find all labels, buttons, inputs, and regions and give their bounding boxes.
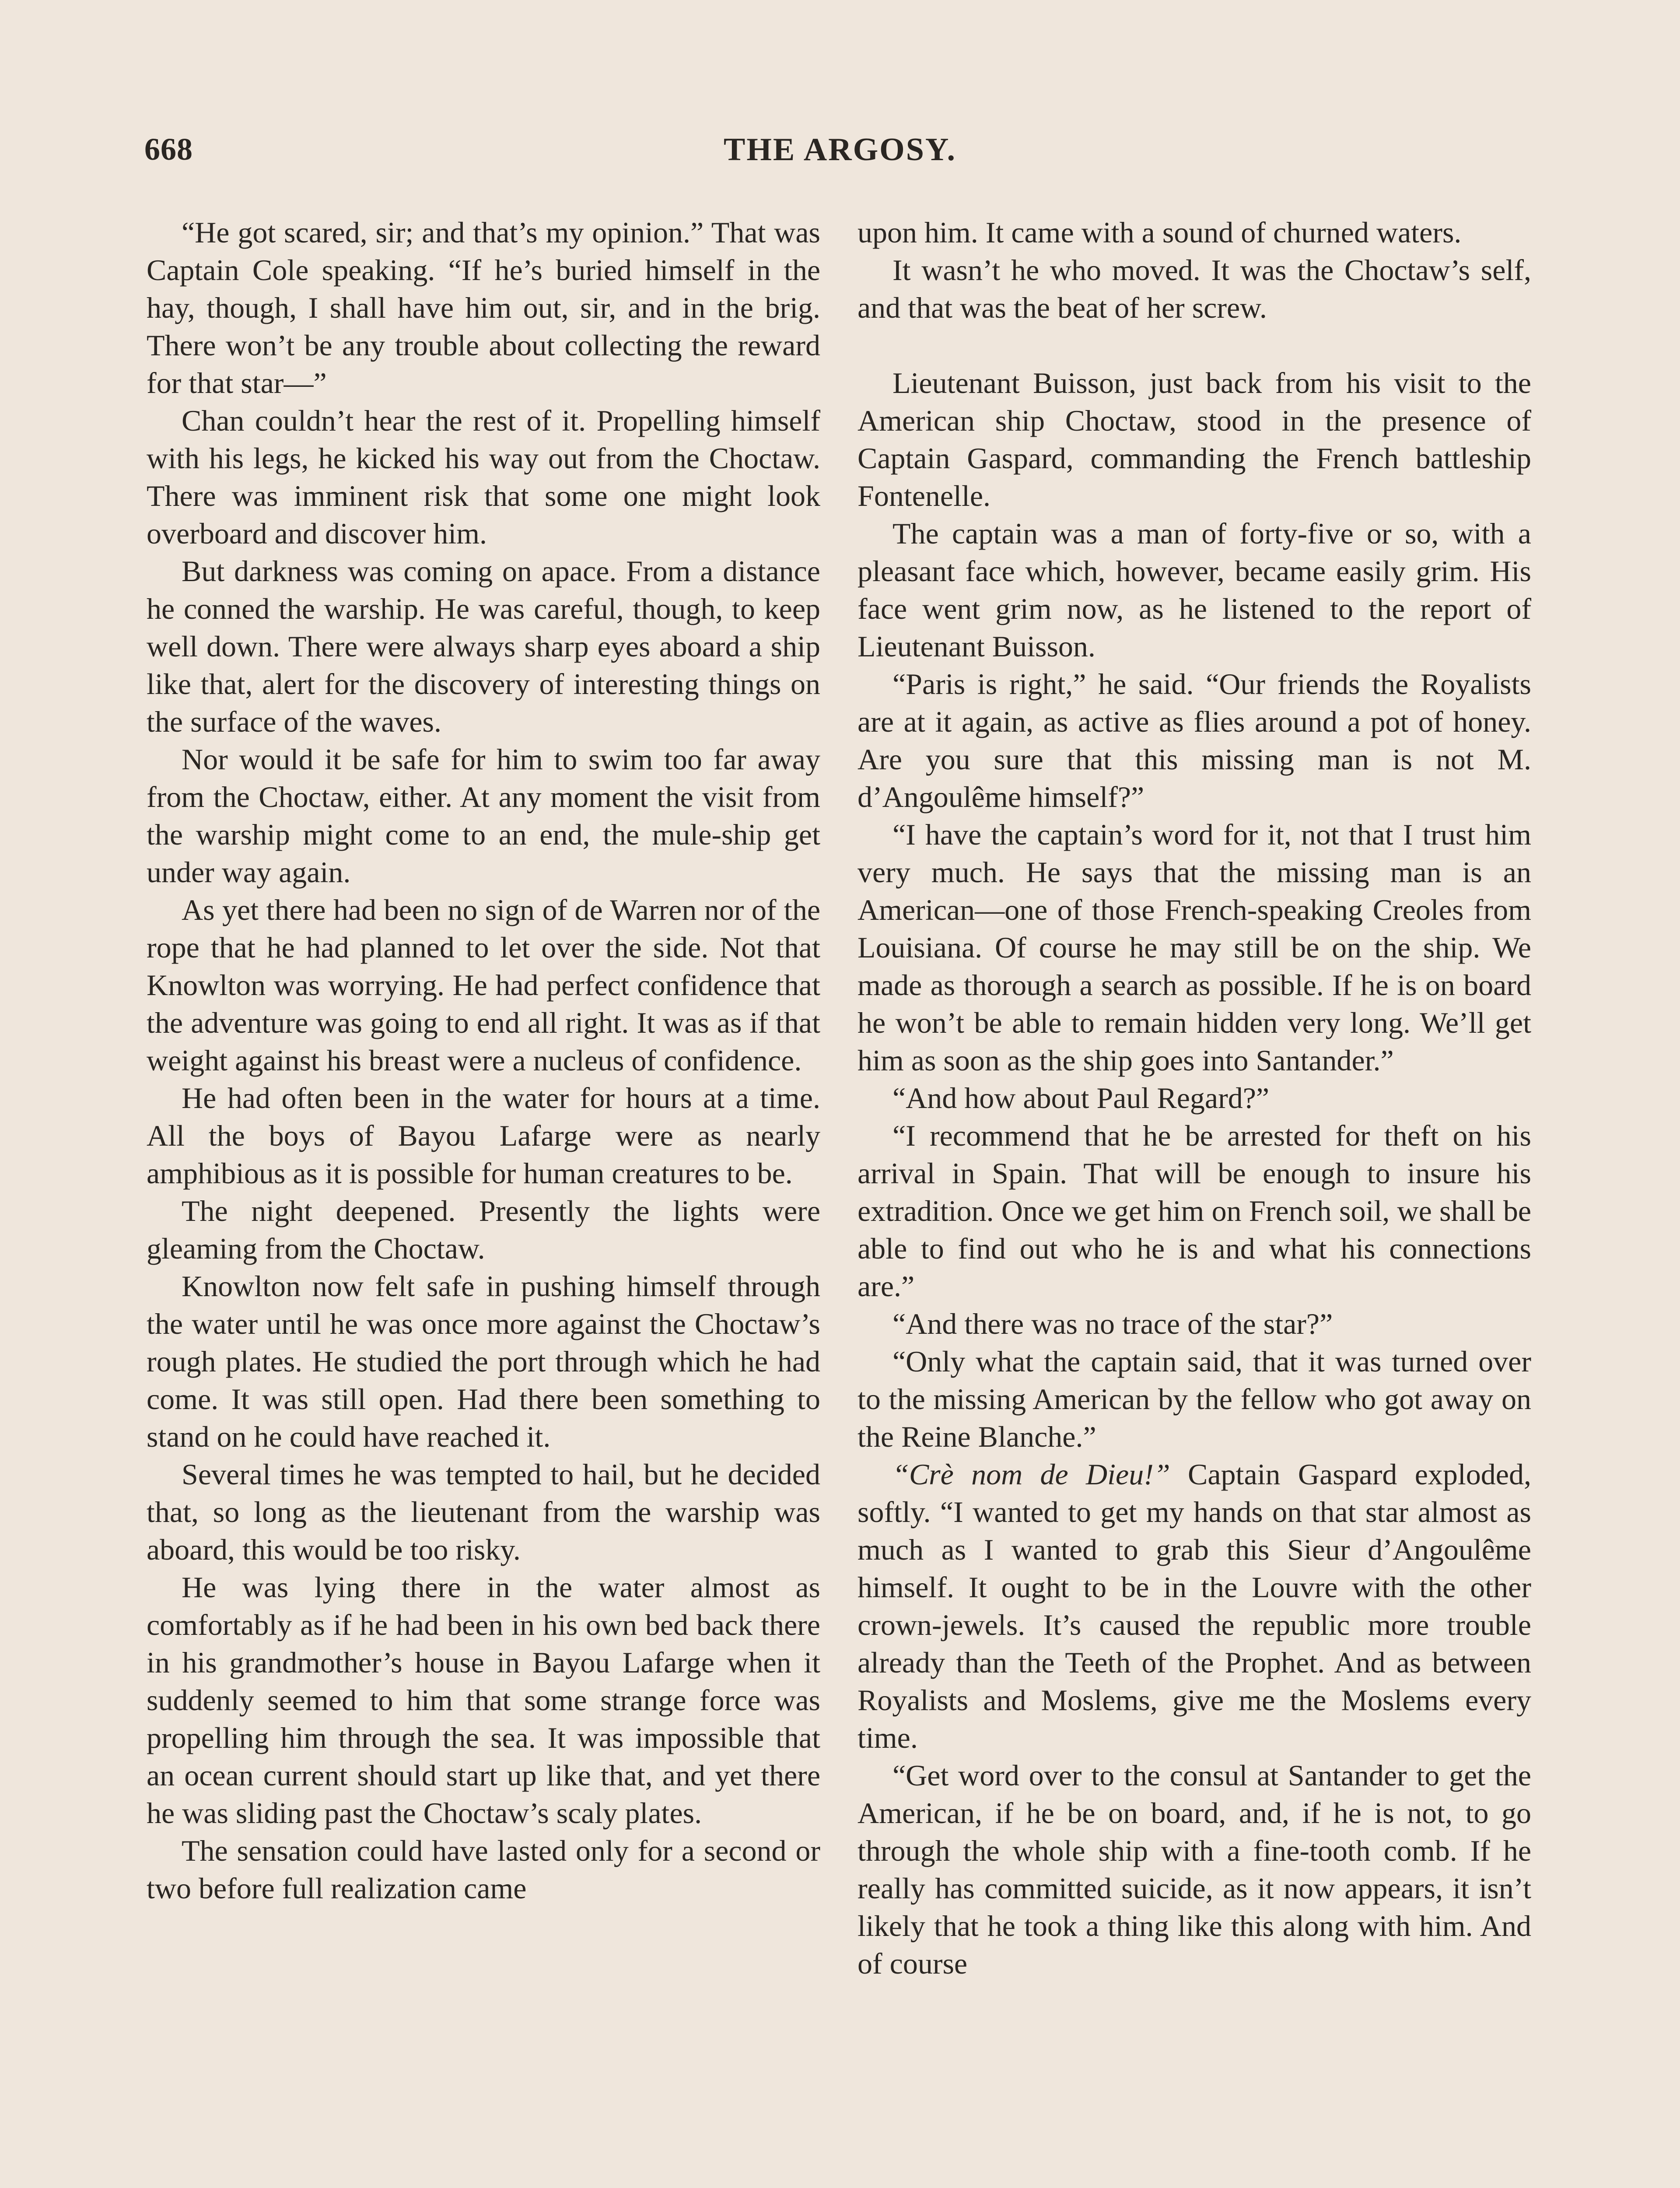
paragraph: “I have the captain’s word for it, not that I trust him very much. He says that the missing man is an American—one of those French-speaking Creoles from Louisiana. Of course he may still be on the ship. We made as thorough a search as possible. If he is on board he won’t be able to remain hidden very long. We’ll get him as soon as the ship goes into Santander.” bbox=[858, 818, 1531, 1077]
left-column bbox=[147, 214, 820, 1907]
paragraph: “Only what the captain said, that it was turned over to the missing American by the fellow who got away on the Reine Blanche.” bbox=[858, 1345, 1531, 1453]
paragraph: He had often been in the water for hours at a time. All the boys of Bayou Lafarge were as nearly amphibious as it is possible for human creatures to be. bbox=[147, 1081, 820, 1190]
page-number: 668 bbox=[144, 132, 193, 167]
paragraph: Several times he was tempted to hail, but he decided that, so long as the lieutenant from the warship was aboard, this would be too risky. bbox=[147, 1458, 820, 1566]
paragraph: It wasn’t he who moved. It was the Choctaw’s self, and that was the beat of her screw. bbox=[858, 253, 1531, 324]
paragraph: The sensation could have lasted only for a second or two before full realization came bbox=[147, 1834, 820, 1905]
running-head: THE ARGOSY. bbox=[724, 132, 956, 168]
paragraph: But darkness was coming on apace. From a distance he conned the warship. He was careful, though, to keep well down. There were always sharp eyes aboard a ship like that, alert for the discovery of interesting things on the surface of the waves. bbox=[147, 554, 820, 738]
paragraph: “Paris is right,” he said. “Our friends the Royalists are at it again, as active as flies around a pot of honey. Are you sure that this missing man is not M. d’Angoulême himself?” bbox=[858, 667, 1531, 813]
italic-oath: “Crè nom de Dieu!” bbox=[892, 1458, 1170, 1491]
paragraph: He was lying there in the water almost as comfortably as if he had been in his own bed back there in his grandmother’s house in Bayou Lafarge when it suddenly seemed to him that some strange force was propelling him through the sea. It was impossible that an ocean current should start up like that, and yet there he was sliding past the Choctaw’s scaly plates. bbox=[147, 1571, 820, 1830]
page-header bbox=[144, 131, 1536, 179]
paragraph: Lieutenant Buisson, just back from his visit to the American ship Choctaw, stood in the presence of Captain Gaspard, commanding the French battleship Fontenelle. bbox=[858, 366, 1531, 512]
paragraph-continuation: upon him. It came with a sound of churned waters. bbox=[858, 216, 1462, 249]
paragraph: The night deepened. Presently the lights were gleaming from the Choctaw. bbox=[147, 1194, 820, 1265]
paragraph: “Get word over to the consul at Santander to get the American, if he be on board, and, if he is not, to go through the whole ship with a fine-tooth comb. If he really has committed suicide, as it now appears, it isn’t likely that he took a thing like this along with him. And of course bbox=[858, 1759, 1531, 1980]
paragraph: “And how about Paul Regard?” bbox=[892, 1081, 1270, 1115]
paragraph: “I recommend that he be arrested for theft on his arrival in Spain. That will be enough to insure his extradition. Once we get him on French soil, we shall be able to find out who he is and what his connections are.” bbox=[858, 1119, 1531, 1303]
paragraph: Knowlton now felt safe in pushing himself through the water until he was once more against the Choctaw’s rough plates. He studied the port through which he had come. It was still open. Had there been something to stand on he could have reached it. bbox=[147, 1269, 820, 1453]
paragraph: Nor would it be safe for him to swim too far away from the Choctaw, either. At any moment the visit from the warship might come to an end, the mule-ship get under way again. bbox=[147, 743, 820, 889]
paragraph: Chan couldn’t hear the rest of it. Propelling himself with his legs, he kicked his way out from the Choctaw. There was imminent risk that some one might look overboard and discover him. bbox=[147, 404, 820, 550]
paragraph: “And there was no trace of the star?” bbox=[892, 1307, 1333, 1340]
oath-rest: Captain Gaspard exploded, softly. “I wanted to get my hands on that star almost as much as I wanted to grab this Sieur d’Angoulême himself. It ought to be in the Louvre with the other crown-jewels. It’s caused the republic more trouble already than the Teeth of the Prophet. And as between Royalists and Moslems, give me the Moslems every time. bbox=[858, 1458, 1531, 1754]
paragraph: “He got scared, sir; and that’s my opinion.” That was Captain Cole speaking. “If he’s buried himself in the hay, though, I shall have him out, sir, and in the brig. There won’t be any trouble about collecting the reward for that star—” bbox=[147, 216, 820, 400]
right-column bbox=[858, 214, 1531, 1982]
paragraph-oath bbox=[858, 1455, 1531, 1757]
paragraph: As yet there had been no sign of de Warren nor of the rope that he had planned to let over the side. Not that Knowlton was worrying. He had perfect confidence that the adventure was going to end all right. It was as if that weight against his breast were a nucleus of confidence. bbox=[147, 893, 820, 1077]
paragraph: The captain was a man of forty-five or so, with a pleasant face which, however, became easily grim. His face went grim now, as he listened to the report of Lieutenant Buisson. bbox=[858, 517, 1531, 663]
